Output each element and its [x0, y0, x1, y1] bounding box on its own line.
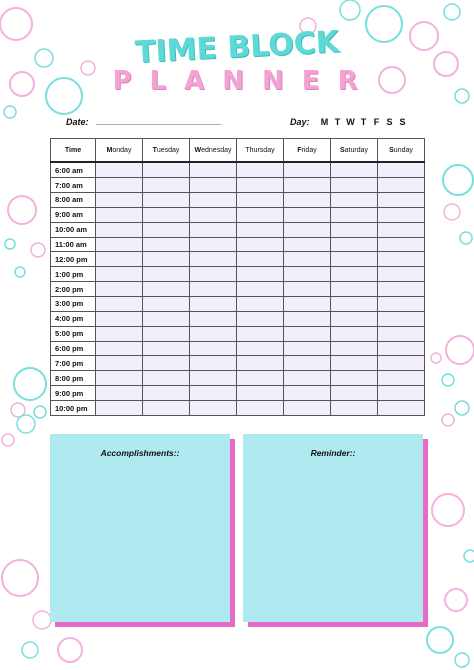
schedule-cell[interactable] [284, 401, 331, 416]
column-header [284, 139, 331, 163]
title-time-block: TIME BLOCK [134, 24, 340, 71]
bubble-icon [58, 638, 82, 662]
schedule-cell[interactable] [143, 401, 190, 416]
schedule-cell[interactable] [284, 252, 331, 267]
reminder-box[interactable] [243, 434, 423, 622]
day-letter[interactable]: T [360, 117, 367, 127]
bubble-icon [455, 401, 469, 415]
column-header-initial: S [389, 146, 394, 154]
time-slot-label: 8:00 am [51, 192, 96, 207]
schedule-cell[interactable] [237, 326, 284, 341]
schedule-cell[interactable] [143, 356, 190, 371]
schedule-cell[interactable] [143, 311, 190, 326]
schedule-cell[interactable] [96, 162, 143, 178]
schedule-cell[interactable] [378, 162, 425, 178]
column-header-initial: T [152, 146, 157, 154]
bubble-icon [464, 550, 474, 562]
schedule-cell[interactable] [237, 386, 284, 401]
table-row [51, 252, 425, 267]
schedule-cell[interactable] [331, 296, 378, 311]
day-letter[interactable]: W [346, 117, 355, 127]
table-row [51, 326, 425, 341]
column-header-label: aturday [344, 146, 369, 154]
schedule-cell[interactable] [378, 207, 425, 222]
schedule-cell[interactable] [378, 341, 425, 356]
table-row [51, 386, 425, 401]
day-letter[interactable]: S [399, 117, 406, 127]
bubble-icon [31, 243, 45, 257]
schedule-cell[interactable] [96, 252, 143, 267]
schedule-cell[interactable] [190, 296, 237, 311]
schedule-cell[interactable] [143, 341, 190, 356]
schedule-cell[interactable] [284, 222, 331, 237]
time-slot-label: 9:00 pm [51, 386, 96, 401]
schedule-cell[interactable] [378, 401, 425, 416]
schedule-cell[interactable] [284, 267, 331, 282]
schedule-cell[interactable] [143, 252, 190, 267]
bubble-icon [17, 415, 35, 433]
column-header-label: uesday [156, 146, 180, 154]
schedule-cell[interactable] [378, 267, 425, 282]
schedule-cell[interactable] [331, 341, 378, 356]
schedule-cell[interactable] [237, 192, 284, 207]
column-header-label: onday [112, 146, 132, 154]
schedule-cell[interactable] [284, 341, 331, 356]
bubble-icon [460, 232, 472, 244]
bubble-icon [34, 406, 46, 418]
bubble-icon [443, 165, 473, 195]
table-row [51, 311, 425, 326]
time-slot-label: 1:00 pm [51, 267, 96, 282]
title-planner: PLANNER [112, 66, 376, 96]
schedule-cell[interactable] [143, 178, 190, 193]
reminder-title: Reminder:: [310, 448, 356, 458]
schedule-cell[interactable] [237, 207, 284, 222]
table-header-row [51, 139, 425, 163]
schedule-cell[interactable] [237, 371, 284, 386]
column-header-label: Time [64, 146, 82, 154]
bubble-icon [22, 642, 38, 658]
time-slot-label: 7:00 am [51, 178, 96, 193]
schedule-cell[interactable] [96, 311, 143, 326]
schedule-cell[interactable] [237, 356, 284, 371]
schedule-cell[interactable] [284, 237, 331, 252]
schedule-cell[interactable] [284, 326, 331, 341]
time-slot-label: 9:00 am [51, 207, 96, 222]
schedule-cell[interactable] [378, 178, 425, 193]
schedule-cell[interactable] [143, 237, 190, 252]
schedule-cell[interactable] [143, 371, 190, 386]
schedule-cell[interactable] [378, 311, 425, 326]
schedule-cell[interactable] [237, 401, 284, 416]
accomplishments-title: Accomplishments:: [100, 448, 180, 458]
schedule-cell[interactable] [143, 282, 190, 297]
schedule-cell[interactable] [284, 371, 331, 386]
time-slot-label: 12:00 pm [51, 252, 96, 267]
schedule-cell[interactable] [331, 311, 378, 326]
table-row [51, 267, 425, 282]
schedule-cell[interactable] [237, 222, 284, 237]
bubble-icon [33, 611, 51, 629]
table-row [51, 222, 425, 237]
schedule-cell[interactable] [284, 282, 331, 297]
schedule-cell[interactable] [143, 386, 190, 401]
table-row [51, 237, 425, 252]
schedule-cell[interactable] [96, 386, 143, 401]
schedule-cell[interactable] [237, 296, 284, 311]
schedule-cell[interactable] [143, 222, 190, 237]
bubble-icon [455, 653, 469, 667]
schedule-cell[interactable] [331, 222, 378, 237]
schedule-cell[interactable] [237, 282, 284, 297]
table-row [51, 371, 425, 386]
schedule-cell[interactable] [378, 237, 425, 252]
bubble-icon [442, 374, 454, 386]
schedule-cell[interactable] [190, 178, 237, 193]
column-header-label: ednesday [201, 146, 232, 154]
schedule-cell[interactable] [331, 192, 378, 207]
schedule-cell[interactable] [96, 192, 143, 207]
schedule-cell[interactable] [284, 178, 331, 193]
time-slot-label: 5:00 pm [51, 326, 96, 341]
schedule-cell[interactable] [331, 326, 378, 341]
schedule-cell[interactable] [96, 222, 143, 237]
schedule-cell[interactable] [190, 282, 237, 297]
schedule-cell[interactable] [331, 252, 378, 267]
schedule-cell[interactable] [378, 326, 425, 341]
schedule-cell[interactable] [96, 282, 143, 297]
bubble-icon [432, 494, 464, 526]
table-row [51, 282, 425, 297]
schedule-cell[interactable] [190, 311, 237, 326]
column-header [378, 139, 425, 163]
table-row [51, 162, 425, 178]
bubble-icon [4, 106, 16, 118]
table-body [51, 162, 425, 416]
table-row [51, 356, 425, 371]
date-label: Date: [66, 117, 89, 127]
bubble-icon [427, 627, 453, 653]
time-slot-label: 6:00 am [51, 162, 96, 178]
schedule-cell[interactable] [143, 162, 190, 178]
schedule-cell[interactable] [190, 162, 237, 178]
schedule-cell[interactable] [284, 296, 331, 311]
schedule-cell[interactable] [96, 371, 143, 386]
schedule-cell[interactable] [143, 192, 190, 207]
schedule-cell[interactable] [331, 178, 378, 193]
column-header [331, 139, 378, 163]
column-header-label: Thursday [245, 146, 275, 154]
schedule-cell[interactable] [237, 252, 284, 267]
column-header [96, 139, 143, 163]
schedule-cell[interactable] [378, 222, 425, 237]
schedule-cell[interactable] [237, 341, 284, 356]
schedule-cell[interactable] [284, 386, 331, 401]
time-slot-label: 6:00 pm [51, 341, 96, 356]
bubble-icon [444, 204, 460, 220]
bubble-icon [8, 196, 36, 224]
header-line [66, 116, 426, 132]
schedule-cell[interactable] [96, 237, 143, 252]
bubble-icon [431, 353, 441, 363]
table-row [51, 296, 425, 311]
schedule-cell[interactable] [190, 326, 237, 341]
schedule-cell[interactable] [96, 267, 143, 282]
table-row [51, 192, 425, 207]
schedule-cell[interactable] [96, 401, 143, 416]
schedule-cell[interactable] [190, 192, 237, 207]
table-row [51, 178, 425, 193]
time-slot-label: 8:00 pm [51, 371, 96, 386]
schedule-cell[interactable] [331, 386, 378, 401]
table-row [51, 401, 425, 416]
time-slot-label: 11:00 am [51, 237, 96, 252]
schedule-cell[interactable] [284, 192, 331, 207]
schedule-cell[interactable] [378, 192, 425, 207]
column-header [190, 139, 237, 163]
column-header-initial: W [194, 146, 202, 154]
schedule-cell[interactable] [96, 296, 143, 311]
schedule-cell[interactable] [331, 356, 378, 371]
column-header-initial: M [106, 146, 113, 154]
schedule-cell[interactable] [237, 178, 284, 193]
schedule-cell[interactable] [143, 296, 190, 311]
bubble-icon [442, 414, 454, 426]
schedule-cell[interactable] [190, 237, 237, 252]
column-header-initial: S [339, 146, 345, 154]
bubble-icon [2, 560, 38, 596]
schedule-cell[interactable] [378, 371, 425, 386]
time-slot-label: 7:00 pm [51, 356, 96, 371]
bubble-icon [14, 368, 46, 400]
schedule-cell[interactable] [143, 267, 190, 282]
time-slot-label: 10:00 am [51, 222, 96, 237]
bubble-icon [340, 0, 360, 20]
schedule-cell[interactable] [284, 207, 331, 222]
day-letters [318, 117, 409, 127]
schedule-cell[interactable] [378, 282, 425, 297]
schedule-cell[interactable] [378, 296, 425, 311]
date-field[interactable]: _________________________ [96, 116, 222, 126]
day-letter[interactable]: M [320, 117, 329, 127]
schedule-cell[interactable] [284, 356, 331, 371]
day-letter[interactable]: F [373, 117, 380, 127]
schedule-cell[interactable] [284, 311, 331, 326]
schedule-cell[interactable] [331, 267, 378, 282]
schedule-cell[interactable] [284, 162, 331, 178]
schedule-cell[interactable] [237, 311, 284, 326]
column-header-initial: F [297, 146, 302, 154]
schedule-cell[interactable] [96, 341, 143, 356]
schedule-cell[interactable] [237, 162, 284, 178]
schedule-cell[interactable] [96, 178, 143, 193]
bubble-icon [2, 434, 14, 446]
schedule-cell[interactable] [331, 282, 378, 297]
schedule-cell[interactable] [190, 252, 237, 267]
schedule-cell[interactable] [331, 162, 378, 178]
schedule-cell[interactable] [331, 371, 378, 386]
schedule-cell[interactable] [331, 207, 378, 222]
schedule-cell[interactable] [331, 401, 378, 416]
column-header [237, 139, 284, 163]
schedule-cell[interactable] [96, 356, 143, 371]
schedule-cell[interactable] [378, 252, 425, 267]
column-header [51, 139, 96, 163]
column-header-label: riday [301, 146, 317, 154]
schedule-cell[interactable] [237, 267, 284, 282]
day-letter[interactable]: S [386, 117, 393, 127]
schedule-cell[interactable] [190, 401, 237, 416]
schedule-cell[interactable] [143, 326, 190, 341]
column-header [143, 139, 190, 163]
schedule-cell[interactable] [96, 326, 143, 341]
schedule-cell[interactable] [96, 207, 143, 222]
bubble-icon [5, 239, 15, 249]
day-letter[interactable]: T [334, 117, 341, 127]
schedule-cell[interactable] [378, 386, 425, 401]
time-slot-label: 4:00 pm [51, 311, 96, 326]
bubble-icon [446, 336, 474, 364]
bubble-icon [445, 589, 467, 611]
schedule-cell[interactable] [190, 356, 237, 371]
schedule-cell[interactable] [378, 356, 425, 371]
schedule-cell[interactable] [190, 386, 237, 401]
time-slot-label: 10:00 pm [51, 401, 96, 416]
bubble-icon [15, 267, 25, 277]
bubble-icon [444, 4, 460, 20]
column-header-label: unday [393, 146, 413, 154]
schedule-cell[interactable] [143, 207, 190, 222]
time-slot-label: 3:00 pm [51, 296, 96, 311]
accomplishments-box[interactable] [50, 434, 230, 622]
schedule-cell[interactable] [190, 207, 237, 222]
schedule-cell[interactable] [237, 237, 284, 252]
table-row [51, 341, 425, 356]
table-row [51, 207, 425, 222]
schedule-cell[interactable] [190, 222, 237, 237]
schedule-cell[interactable] [190, 341, 237, 356]
time-slot-label: 2:00 pm [51, 282, 96, 297]
schedule-cell[interactable] [190, 371, 237, 386]
schedule-table [50, 138, 425, 416]
schedule-cell[interactable] [190, 267, 237, 282]
day-label: Day: [290, 117, 310, 127]
schedule-cell[interactable] [331, 237, 378, 252]
planner-title [0, 24, 474, 96]
